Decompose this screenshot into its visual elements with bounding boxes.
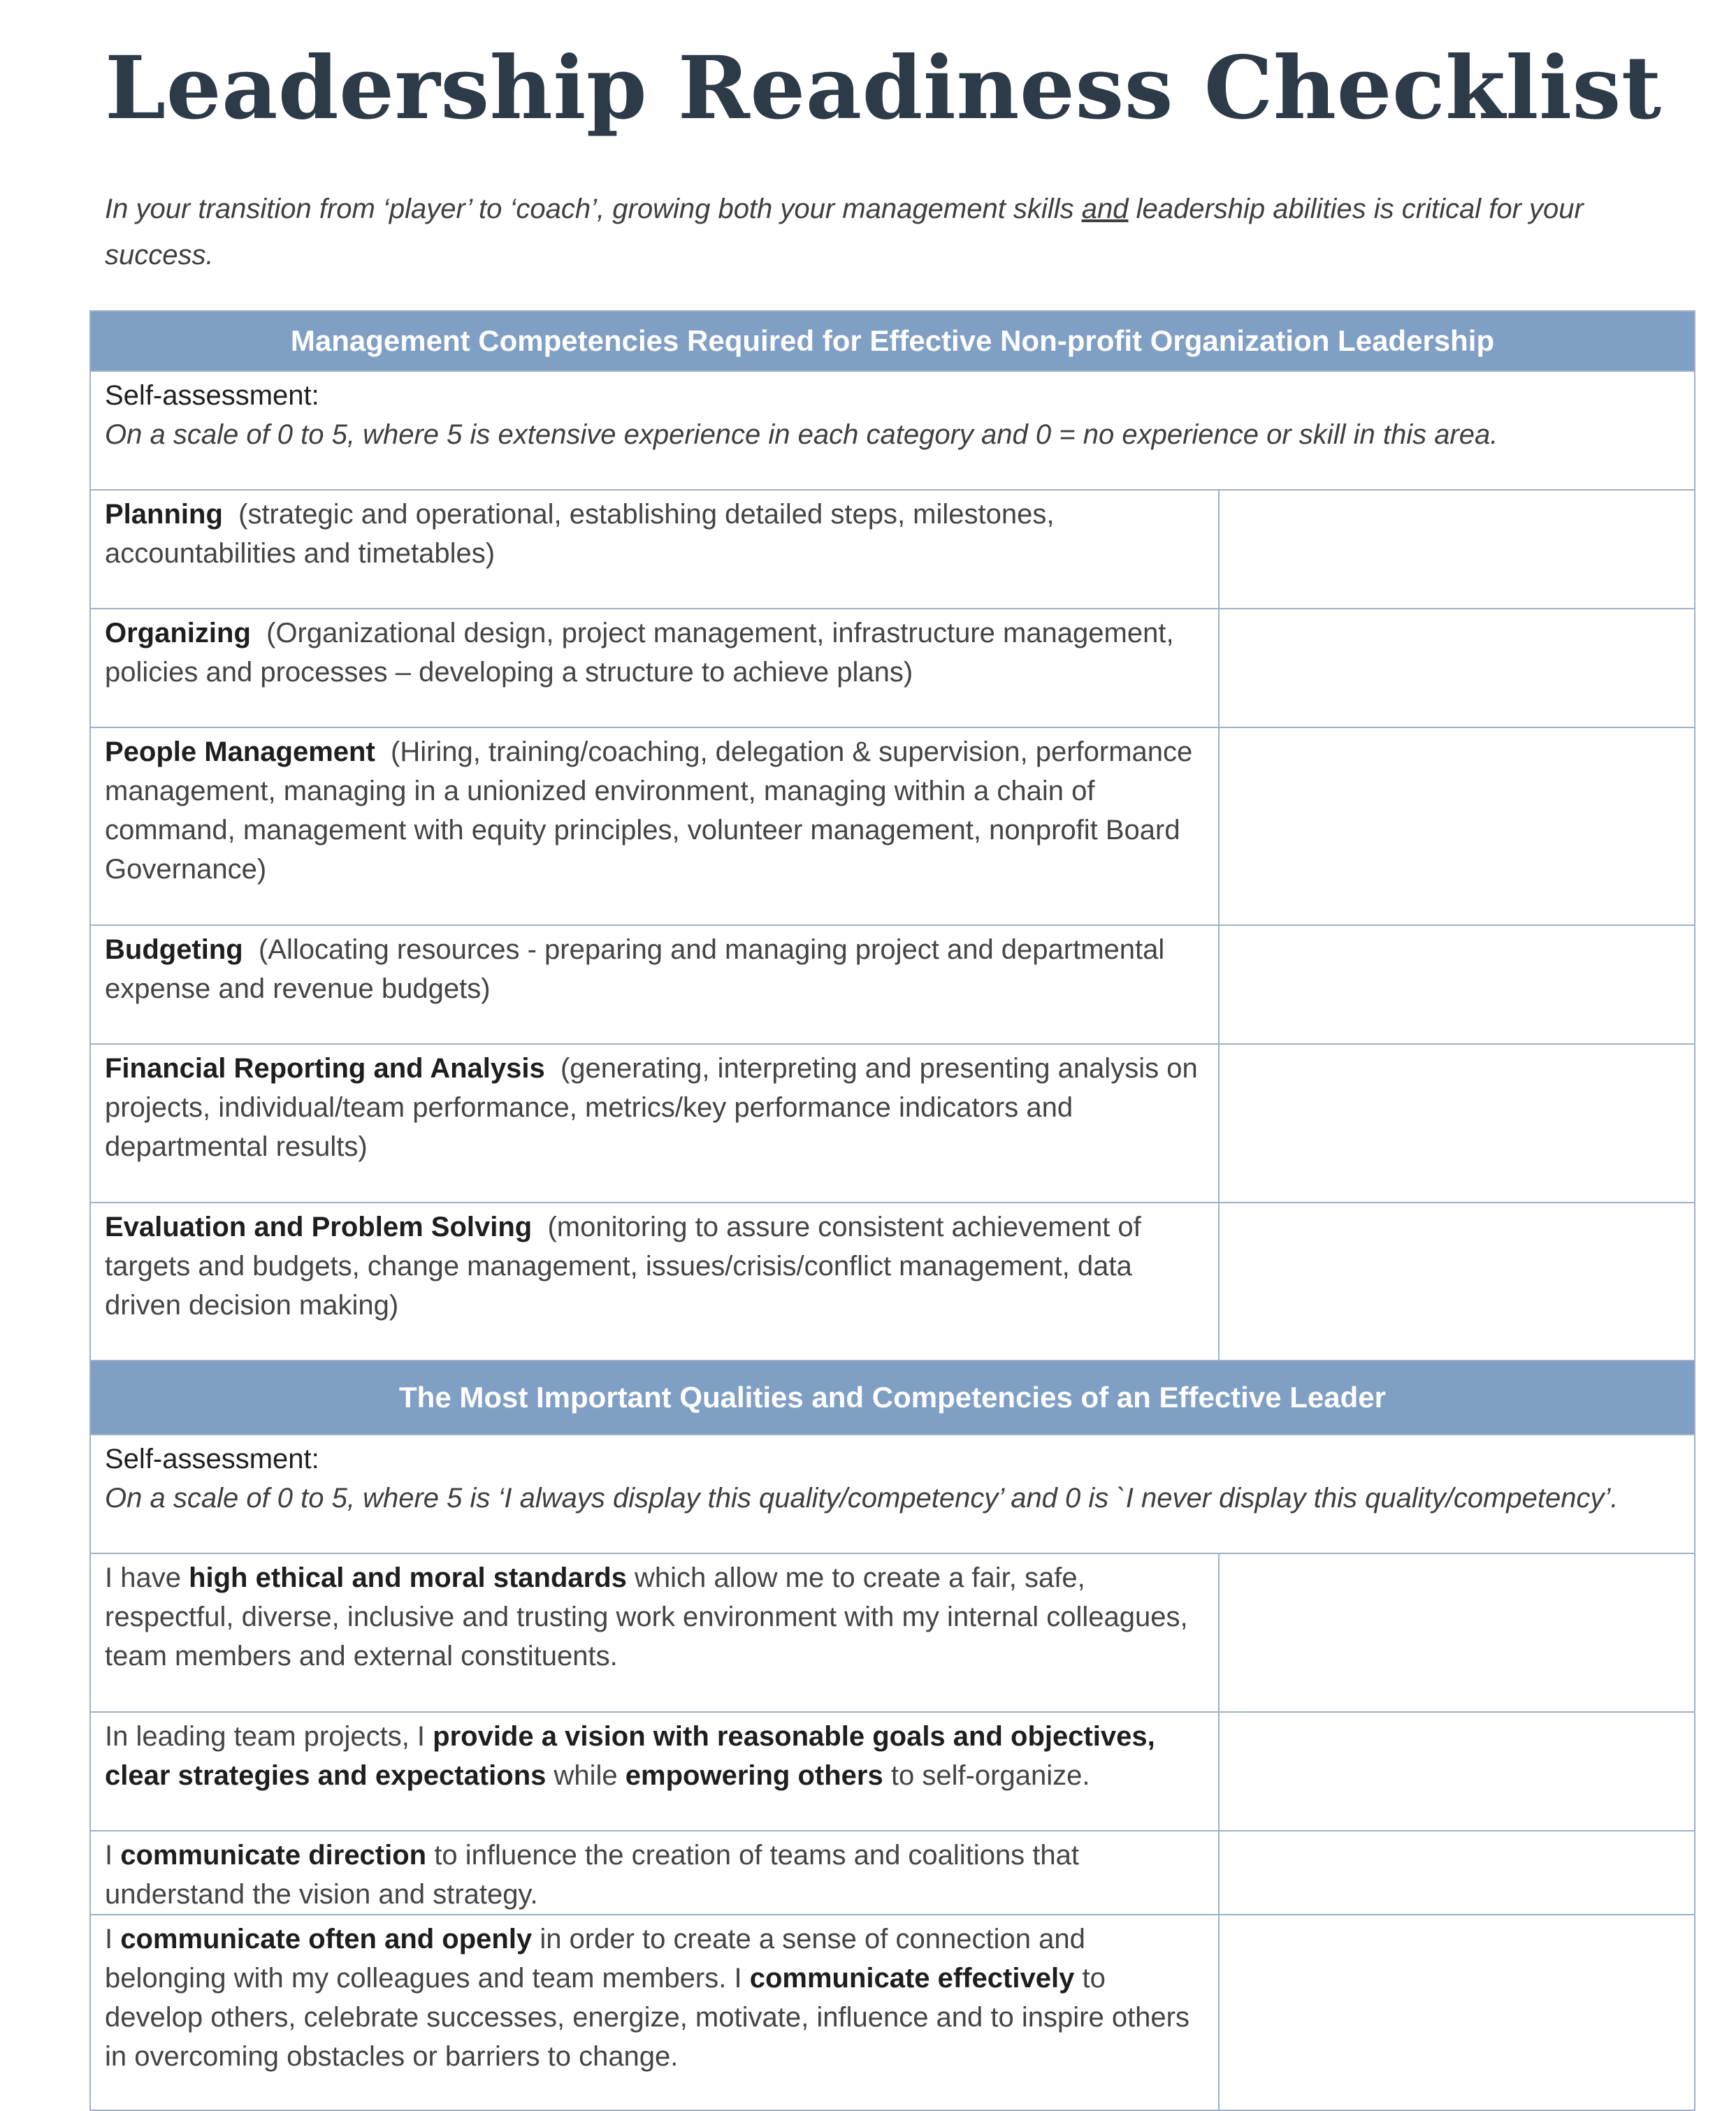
quality-emphasis: communicate often and openly [120,1924,533,1954]
score-cell[interactable] [1219,1553,1695,1712]
competency-term: Planning [105,499,223,530]
competency-description: (strategic and operational, establishing detailed steps, milestones, accountabilities and timetables) [105,499,1055,569]
table-row [90,1712,1695,1831]
competency-term: Organizing [105,618,251,648]
score-cell[interactable] [1219,490,1695,609]
scale-instructions: On a scale of 0 to 5, where 5 is ‘I always display this quality/competency’ and 0 is `I never display this quality/competency’. [105,1483,1619,1514]
quality-text: to develop others, celebrate successes, energize, motivate, influence and to inspire others in overcoming obstacles or barriers to change. [105,1963,1189,2072]
management-self-assessment [90,371,1695,490]
checklist-table [89,310,1695,2111]
competency-description: (Hiring, training/coaching, delegation & supervision, performance management, managing in a unionized environment, managing within a chain of command, management with equity principles, volunteer management, nonprofit Board Governance) [105,737,1193,885]
competency-term: Budgeting [105,934,243,965]
self-assessment-row [90,1435,1695,1553]
self-assessment-label: Self-assessment: [105,380,319,411]
quality-emphasis: communicate effectively [749,1963,1075,1994]
table-row [90,609,1695,727]
self-assessment-label: Self-assessment: [105,1444,319,1474]
management-section-header: Management Competencies Required for Effective Non-profit Organization Leadership [90,311,1695,371]
quality-cell [90,1553,1219,1712]
score-cell[interactable] [1219,1915,1695,2110]
leader-qualities-section-header: The Most Important Qualities and Competencies of an Effective Leader [90,1361,1695,1435]
competency-cell [90,1044,1219,1203]
score-cell[interactable] [1219,1712,1695,1831]
quality-text: in order to create a sense of connection and belonging with my colleagues and team members. I [105,1924,1085,1994]
competency-description: (generating, interpreting and presenting analysis on projects, individual/team performance, metrics/key performance indicators and departmental results) [105,1053,1198,1162]
leader-self-assessment [90,1435,1695,1553]
competency-cell [90,490,1219,609]
quality-text: to self-organize. [883,1760,1090,1791]
quality-cell [90,1831,1219,1915]
intro-paragraph [105,186,1670,278]
quality-text: I have [105,1562,189,1593]
table-row [90,925,1695,1044]
quality-emphasis: high ethical and moral standards [189,1562,627,1593]
table-row [90,490,1695,609]
quality-cell [90,1712,1219,1831]
score-cell[interactable] [1219,1044,1695,1203]
competency-cell [90,1203,1219,1361]
competency-cell [90,727,1219,925]
competency-description: (monitoring to assure consistent achievement of targets and budgets, change management, issues/crisis/conflict management, data driven decision making) [105,1212,1141,1321]
competency-term: People Management [105,737,375,767]
competency-term: Financial Reporting and Analysis [105,1053,545,1084]
score-cell[interactable] [1219,1831,1695,1915]
competency-term: Evaluation and Problem Solving [105,1212,533,1242]
page-title: Leadership Readiness Checklist [105,38,1662,139]
scale-instructions: On a scale of 0 to 5, where 5 is extensive experience in each category and 0 = no experience or skill in this area. [105,419,1498,450]
competency-cell [90,609,1219,727]
score-cell[interactable] [1219,609,1695,727]
competency-description: (Organizational design, project management, infrastructure management, policies and processes – developing a structure to achieve plans) [105,618,1174,688]
competency-description: (Allocating resources - preparing and managing project and departmental expense and revenue budgets) [105,934,1165,1004]
score-cell[interactable] [1219,1203,1695,1361]
competency-cell [90,925,1219,1044]
table-row [90,1044,1695,1203]
intro-underlined-word: and [1081,194,1129,224]
section-header-row [90,1361,1695,1435]
table-row [90,1915,1695,2110]
score-cell[interactable] [1219,925,1695,1044]
quality-text: to influence the creation of teams and coalitions that understand the vision and strategy. [105,1840,1080,1910]
table-row [90,727,1695,925]
quality-text: I [105,1840,121,1871]
table-row [90,1553,1695,1712]
quality-emphasis: provide a vision with reasonable goals and objectives, clear strategies and expectations [105,1721,1155,1791]
quality-text: I [105,1924,121,1954]
section-header-row [90,311,1695,371]
intro-text-end: leadership abilities is critical for your success. [105,194,1584,270]
table-row [90,1203,1695,1361]
table-row [90,1831,1695,1915]
quality-emphasis: communicate direction [120,1840,427,1871]
quality-text: In leading team projects, I [105,1721,433,1752]
quality-cell [90,1915,1219,2110]
quality-text: which allow me to create a fair, safe, respectful, diverse, inclusive and trusting work environment with my internal colleagues, team members and external constituents. [105,1562,1188,1671]
quality-emphasis: empowering others [625,1760,883,1791]
score-cell[interactable] [1219,727,1695,925]
intro-text-start: In your transition from ‘player’ to ‘coach’, growing both your management skills [105,194,1082,224]
self-assessment-row [90,371,1695,490]
quality-text: while [546,1760,625,1791]
